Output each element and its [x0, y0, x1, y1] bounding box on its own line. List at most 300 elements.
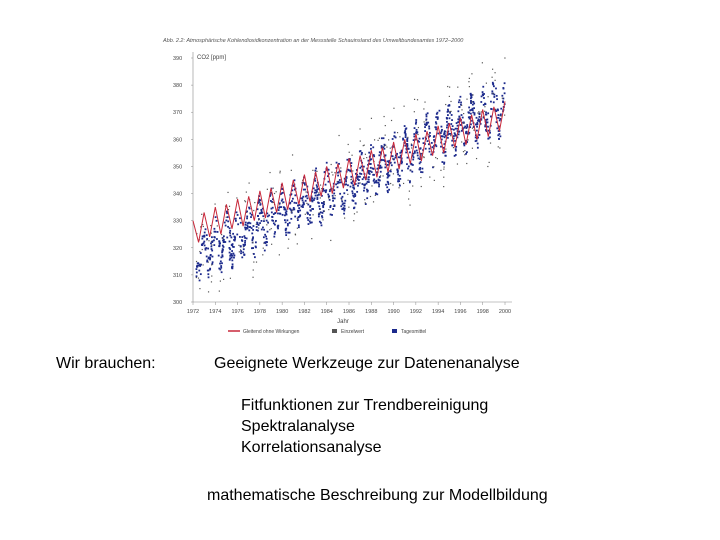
- individual-value-point: [424, 101, 425, 102]
- daily-mean-point: [498, 138, 500, 140]
- daily-mean-point: [283, 201, 285, 203]
- daily-mean-point: [416, 150, 418, 152]
- daily-mean-point: [225, 225, 227, 227]
- daily-mean-point: [224, 241, 226, 243]
- x-tick-label: 1978: [253, 309, 266, 315]
- daily-mean-point: [408, 166, 410, 168]
- daily-mean-point: [341, 197, 343, 199]
- individual-value-point: [450, 101, 451, 102]
- daily-mean-point: [266, 244, 268, 246]
- daily-mean-point: [416, 129, 418, 131]
- x-tick-label: 1986: [342, 309, 356, 315]
- daily-mean-point: [373, 180, 375, 182]
- individual-value-point: [354, 213, 355, 214]
- daily-mean-point: [364, 184, 366, 186]
- individual-value-point: [482, 62, 483, 63]
- daily-mean-point: [445, 135, 447, 137]
- daily-mean-point: [236, 234, 238, 236]
- individual-value-point: [276, 191, 277, 192]
- daily-mean-point: [429, 151, 431, 153]
- individual-value-point: [371, 118, 372, 119]
- individual-value-point: [383, 116, 384, 117]
- daily-mean-point: [258, 224, 260, 226]
- individual-value-point: [423, 108, 424, 109]
- daily-mean-point: [297, 211, 299, 213]
- daily-mean-point: [368, 179, 370, 181]
- daily-mean-point: [234, 218, 236, 220]
- daily-mean-point: [370, 148, 372, 150]
- daily-mean-point: [343, 192, 345, 194]
- daily-mean-point: [292, 198, 294, 200]
- daily-mean-point: [417, 152, 419, 154]
- daily-mean-point: [504, 82, 506, 84]
- daily-mean-point: [493, 101, 495, 103]
- daily-mean-point: [318, 205, 320, 207]
- daily-mean-point: [419, 138, 421, 140]
- individual-value-point: [291, 170, 292, 171]
- individual-value-point: [453, 147, 454, 148]
- daily-mean-point: [419, 148, 421, 150]
- daily-mean-point: [334, 205, 336, 207]
- individual-value-point: [324, 211, 325, 212]
- daily-mean-point: [460, 102, 462, 104]
- daily-mean-point: [211, 241, 213, 243]
- daily-mean-point: [277, 213, 279, 215]
- daily-mean-point: [328, 181, 330, 183]
- legend-swatch-individual: [332, 329, 337, 333]
- daily-mean-point: [385, 184, 387, 186]
- individual-value-point: [476, 158, 477, 159]
- daily-mean-point: [473, 107, 475, 109]
- individual-value-point: [211, 275, 212, 276]
- daily-mean-point: [225, 220, 227, 222]
- daily-mean-point: [435, 116, 437, 118]
- daily-mean-point: [213, 239, 215, 241]
- individual-value-point: [469, 86, 470, 87]
- daily-mean-point: [322, 212, 324, 214]
- daily-mean-point: [206, 256, 208, 258]
- daily-mean-point: [337, 182, 339, 184]
- individual-value-point: [399, 136, 400, 137]
- daily-mean-point: [249, 222, 251, 224]
- daily-mean-point: [497, 109, 499, 111]
- individual-value-point: [428, 134, 429, 135]
- individual-value-point: [390, 169, 391, 170]
- daily-mean-point: [404, 125, 406, 127]
- daily-mean-point: [435, 128, 437, 130]
- individual-value-point: [504, 115, 505, 116]
- daily-mean-point: [198, 270, 200, 272]
- daily-mean-point: [387, 181, 389, 183]
- daily-mean-point: [251, 233, 253, 235]
- daily-mean-point: [304, 182, 306, 184]
- individual-value-point: [391, 120, 392, 121]
- daily-mean-point: [428, 126, 430, 128]
- individual-value-point: [492, 69, 493, 70]
- individual-value-point: [445, 148, 446, 149]
- individual-value-point: [223, 238, 224, 239]
- daily-mean-point: [384, 166, 386, 168]
- daily-mean-point: [470, 93, 472, 95]
- daily-mean-point: [429, 148, 431, 150]
- daily-mean-point: [485, 111, 487, 113]
- daily-mean-point: [376, 193, 378, 195]
- x-ticks: [187, 302, 511, 315]
- daily-mean-point: [453, 135, 455, 137]
- daily-mean-point: [217, 231, 219, 233]
- individual-value-point: [429, 176, 430, 177]
- daily-mean-point: [219, 242, 221, 244]
- daily-mean-point: [239, 236, 241, 238]
- daily-mean-point: [325, 184, 327, 186]
- daily-mean-point: [246, 237, 248, 239]
- individual-value-point: [403, 106, 404, 107]
- daily-mean-point: [259, 222, 261, 224]
- daily-mean-point: [304, 189, 306, 191]
- daily-mean-point: [303, 203, 305, 205]
- daily-mean-point: [441, 129, 443, 131]
- daily-mean-point: [302, 204, 304, 206]
- daily-mean-point: [294, 216, 296, 218]
- daily-mean-point: [232, 253, 234, 255]
- daily-mean-point: [223, 235, 225, 237]
- daily-mean-point: [293, 207, 295, 209]
- daily-mean-point: [229, 235, 231, 237]
- daily-mean-point: [349, 169, 351, 171]
- daily-mean-point: [458, 101, 460, 103]
- daily-mean-point: [434, 126, 436, 128]
- individual-value-point: [397, 132, 398, 133]
- daily-mean-point: [205, 249, 207, 251]
- daily-mean-point: [322, 206, 324, 208]
- daily-mean-point: [234, 236, 236, 238]
- daily-mean-point: [264, 234, 266, 236]
- individual-value-point: [472, 94, 473, 95]
- daily-mean-point: [302, 206, 304, 208]
- individual-value-point: [461, 105, 462, 106]
- daily-mean-point: [199, 264, 201, 266]
- individual-value-point: [447, 86, 448, 87]
- individual-value-point: [280, 171, 281, 172]
- daily-mean-point: [231, 250, 233, 252]
- individual-value-point: [322, 219, 323, 220]
- individual-value-point: [271, 244, 272, 245]
- daily-mean-point: [314, 170, 316, 172]
- individual-value-point: [365, 154, 366, 155]
- daily-mean-point: [343, 210, 345, 212]
- individual-value-point: [351, 179, 352, 180]
- daily-mean-point: [250, 216, 252, 218]
- daily-mean-point: [245, 224, 247, 226]
- daily-mean-point: [278, 209, 280, 211]
- daily-mean-point: [280, 206, 282, 208]
- legend-label-daily: Tagesmittel: [401, 329, 427, 335]
- chart-svg: [160, 30, 520, 340]
- individual-value-point: [390, 183, 391, 184]
- daily-mean-point: [480, 101, 482, 103]
- individual-value-point: [320, 197, 321, 198]
- daily-mean-point: [409, 151, 411, 153]
- individual-value-point: [348, 207, 349, 208]
- daily-mean-point: [447, 109, 449, 111]
- daily-mean-point: [271, 211, 273, 213]
- daily-mean-point: [240, 222, 242, 224]
- daily-mean-point: [210, 246, 212, 248]
- daily-mean-point: [397, 170, 399, 172]
- individual-value-point: [249, 182, 250, 183]
- daily-mean-point: [457, 110, 459, 112]
- daily-mean-point: [227, 220, 229, 222]
- daily-mean-point: [378, 182, 380, 184]
- daily-mean-point: [218, 255, 220, 257]
- daily-mean-point: [383, 137, 385, 139]
- daily-mean-point: [263, 229, 265, 231]
- individual-value-point: [374, 139, 375, 140]
- individual-value-point: [227, 192, 228, 193]
- individual-value-point: [443, 186, 444, 187]
- daily-mean-point: [231, 259, 233, 261]
- daily-mean-point: [443, 162, 445, 164]
- individual-value-point: [211, 264, 212, 265]
- daily-mean-point: [345, 183, 347, 185]
- daily-mean-point: [263, 236, 265, 238]
- daily-mean-point: [273, 236, 275, 238]
- daily-mean-point: [477, 143, 479, 145]
- individual-value-point: [477, 112, 478, 113]
- daily-mean-point: [361, 152, 363, 154]
- daily-mean-point: [307, 204, 309, 206]
- daily-mean-point: [495, 110, 497, 112]
- daily-mean-point: [311, 208, 313, 210]
- daily-mean-point: [498, 114, 500, 116]
- daily-mean-point: [387, 191, 389, 193]
- individual-value-point: [273, 188, 274, 189]
- daily-mean-point: [254, 256, 256, 258]
- daily-mean-point: [335, 183, 337, 185]
- daily-mean-point: [355, 203, 357, 205]
- daily-mean-point: [371, 171, 373, 173]
- daily-mean-point: [313, 199, 315, 201]
- daily-mean-point: [216, 238, 218, 240]
- daily-mean-point: [470, 113, 472, 115]
- daily-mean-point: [218, 268, 220, 270]
- individual-value-point: [478, 111, 479, 112]
- daily-mean-point: [437, 133, 439, 135]
- daily-mean-point: [424, 126, 426, 128]
- daily-mean-point: [447, 105, 449, 107]
- daily-mean-point: [201, 238, 203, 240]
- daily-mean-point: [207, 273, 209, 275]
- individual-value-point: [450, 111, 451, 112]
- daily-mean-point: [197, 262, 199, 264]
- individual-value-point: [366, 157, 367, 158]
- individual-value-point: [331, 172, 332, 173]
- daily-mean-point: [378, 154, 380, 156]
- daily-mean-point: [419, 169, 421, 171]
- daily-mean-point: [316, 184, 318, 186]
- daily-mean-point: [437, 117, 439, 119]
- daily-mean-point: [483, 93, 485, 95]
- daily-mean-point: [286, 214, 288, 216]
- daily-mean-point: [203, 242, 205, 244]
- daily-mean-point: [451, 119, 453, 121]
- individual-value-point: [443, 169, 444, 170]
- individual-value-point: [461, 141, 462, 142]
- individual-value-point: [316, 171, 317, 172]
- x-tick-label: 1976: [231, 309, 244, 315]
- individual-value-point: [469, 78, 470, 79]
- daily-mean-point: [267, 231, 269, 233]
- individual-value-point: [414, 111, 415, 112]
- daily-mean-point: [298, 226, 300, 228]
- daily-mean-point: [256, 226, 258, 228]
- daily-mean-point: [368, 152, 370, 154]
- individual-value-point: [351, 155, 352, 156]
- daily-mean-point: [325, 190, 327, 192]
- daily-mean-point: [388, 175, 390, 177]
- individual-value-point: [392, 184, 393, 185]
- daily-mean-point: [230, 237, 232, 239]
- measurement-points: [196, 57, 506, 292]
- individual-value-point: [502, 98, 503, 99]
- daily-mean-point: [495, 88, 497, 90]
- daily-mean-point: [395, 157, 397, 159]
- daily-mean-point: [251, 247, 253, 249]
- individual-value-point: [379, 138, 380, 139]
- daily-mean-point: [424, 123, 426, 125]
- individual-value-point: [269, 229, 270, 230]
- daily-mean-point: [405, 136, 407, 138]
- daily-mean-point: [226, 237, 228, 239]
- daily-mean-point: [415, 123, 417, 125]
- daily-mean-point: [289, 222, 291, 224]
- individual-value-point: [220, 280, 221, 281]
- daily-mean-point: [331, 214, 333, 216]
- individual-value-point: [210, 225, 211, 226]
- individual-value-point: [211, 244, 212, 245]
- individual-value-point: [245, 201, 246, 202]
- individual-value-point: [305, 214, 306, 215]
- daily-mean-point: [204, 245, 206, 247]
- individual-value-point: [352, 170, 353, 171]
- daily-mean-point: [316, 190, 318, 192]
- daily-mean-point: [468, 107, 470, 109]
- daily-mean-point: [431, 142, 433, 144]
- daily-mean-point: [251, 227, 253, 229]
- individual-value-point: [329, 189, 330, 190]
- daily-mean-point: [216, 220, 218, 222]
- daily-mean-point: [327, 194, 329, 196]
- daily-mean-point: [387, 164, 389, 166]
- individual-value-point: [424, 157, 425, 158]
- daily-mean-point: [203, 235, 205, 237]
- x-tick-label: 1984: [320, 309, 333, 315]
- individual-value-point: [370, 196, 371, 197]
- daily-mean-point: [497, 134, 499, 136]
- individual-value-point: [279, 254, 280, 255]
- individual-value-point: [203, 264, 204, 265]
- daily-mean-point: [358, 182, 360, 184]
- daily-mean-point: [381, 137, 383, 139]
- individual-value-point: [341, 199, 342, 200]
- daily-mean-point: [487, 121, 489, 123]
- daily-mean-point: [328, 195, 330, 197]
- daily-mean-point: [465, 153, 467, 155]
- y-tick-label: 320: [173, 245, 183, 252]
- daily-mean-point: [346, 159, 348, 161]
- daily-mean-point: [227, 216, 229, 218]
- individual-value-point: [262, 254, 263, 255]
- daily-mean-point: [309, 220, 311, 222]
- daily-mean-point: [239, 217, 241, 219]
- daily-mean-point: [196, 266, 198, 268]
- individual-value-point: [409, 205, 410, 206]
- daily-mean-point: [502, 100, 504, 102]
- daily-mean-point: [384, 144, 386, 146]
- daily-mean-point: [399, 178, 401, 180]
- daily-mean-point: [299, 215, 301, 217]
- individual-value-point: [365, 202, 366, 203]
- y-tick-label: 330: [173, 218, 183, 225]
- daily-mean-point: [379, 165, 381, 167]
- daily-mean-point: [261, 229, 263, 231]
- daily-mean-point: [315, 168, 317, 170]
- individual-value-point: [311, 238, 312, 239]
- individual-value-point: [393, 108, 394, 109]
- daily-mean-point: [474, 112, 476, 114]
- daily-mean-point: [428, 128, 430, 130]
- daily-mean-point: [256, 229, 258, 231]
- daily-mean-point: [317, 202, 319, 204]
- daily-mean-point: [487, 112, 489, 114]
- individual-value-point: [457, 87, 458, 88]
- daily-mean-point: [206, 260, 208, 262]
- daily-mean-point: [287, 225, 289, 227]
- daily-mean-point: [449, 117, 451, 119]
- daily-mean-point: [477, 120, 479, 122]
- daily-mean-point: [466, 124, 468, 126]
- daily-mean-point: [277, 226, 279, 228]
- daily-mean-point: [286, 219, 288, 221]
- daily-mean-point: [223, 241, 225, 243]
- individual-value-point: [229, 206, 230, 207]
- individual-value-point: [271, 228, 272, 229]
- daily-mean-point: [499, 120, 501, 122]
- daily-mean-point: [458, 133, 460, 135]
- daily-mean-point: [462, 117, 464, 119]
- y-tick-label: 340: [173, 191, 183, 198]
- daily-mean-point: [313, 187, 315, 189]
- individual-value-point: [398, 187, 399, 188]
- daily-mean-point: [236, 211, 238, 213]
- individual-value-point: [318, 192, 319, 193]
- daily-mean-point: [200, 252, 202, 254]
- daily-mean-point: [435, 121, 437, 123]
- individual-value-point: [466, 163, 467, 164]
- daily-mean-point: [373, 155, 375, 157]
- legend-swatch-daily: [392, 329, 397, 333]
- daily-mean-point: [368, 181, 370, 183]
- daily-mean-point: [422, 168, 424, 170]
- daily-mean-point: [425, 119, 427, 121]
- legend-label-smoothed: Gleitend ohne Wirkungen: [243, 329, 300, 335]
- daily-mean-point: [232, 266, 234, 268]
- daily-mean-point: [272, 207, 274, 209]
- daily-mean-point: [240, 250, 242, 252]
- daily-mean-point: [466, 126, 468, 128]
- daily-mean-point: [332, 200, 334, 202]
- daily-mean-point: [380, 171, 382, 173]
